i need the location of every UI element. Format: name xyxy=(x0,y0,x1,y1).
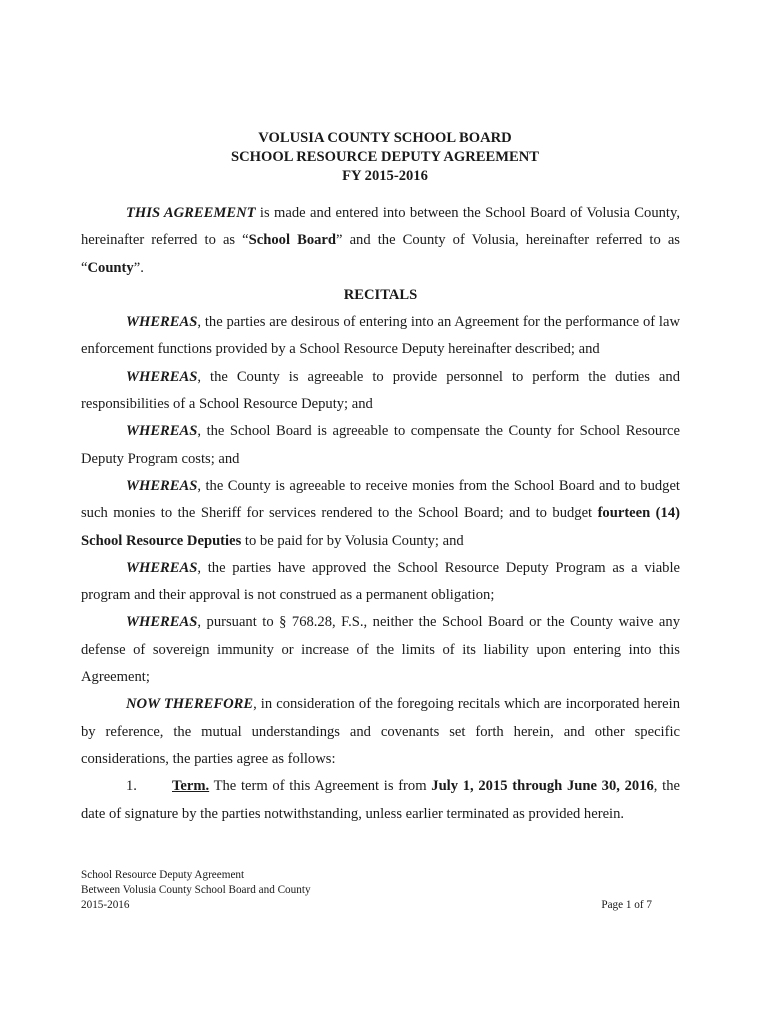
emphasis-text: Term. xyxy=(172,778,210,795)
text-run: ”. xyxy=(133,259,144,276)
clause-number: 1. xyxy=(126,778,137,795)
text-run: , the School Board is agreeable to compensate the County for School Resource Deputy Program costs; and xyxy=(81,423,680,467)
text-run: The term of this Agreement is from xyxy=(209,778,432,795)
emphasis-text: WHEREAS xyxy=(126,423,198,440)
text-run: , the parties are desirous of entering into an Agreement for the performance of law enforcement functions provided by a School Resource Deputy hereinafter described; and xyxy=(81,314,680,358)
text-run: , the County is agreeable to receive monies from the School Board and to budget such monies to the Sheriff for services rendered to the School Board; and to budget xyxy=(81,477,680,522)
paragraph xyxy=(81,555,680,610)
document-title xyxy=(0,129,770,186)
emphasis-text: WHEREAS xyxy=(126,559,198,576)
footer-line-1: School Resource Deputy Agreement xyxy=(81,869,245,881)
text-run: , the date of signature by the parties notwithstanding, unless earlier terminated as provided herein. xyxy=(81,778,680,822)
paragraph xyxy=(81,200,680,282)
emphasis-text: WHEREAS xyxy=(126,477,198,494)
emphasis-text: NOW THEREFORE xyxy=(126,696,254,713)
paragraph xyxy=(81,773,680,828)
paragraph xyxy=(81,609,680,691)
paragraph xyxy=(81,364,680,419)
title-line-1: VOLUSIA COUNTY SCHOOL BOARD xyxy=(258,130,512,146)
page-number: Page 1 of 7 xyxy=(601,899,652,911)
emphasis-text: WHEREAS xyxy=(126,614,198,631)
title-line-3: FY 2015-2016 xyxy=(342,168,428,184)
text-run: ” and the County of Volusia, hereinafter referred to as “ xyxy=(81,232,680,276)
text-run: , the County is agreeable to provide personnel to perform the duties and responsibilities of a School Resource Deputy; and xyxy=(81,368,680,413)
text-run: to be paid for by Volusia County; and xyxy=(241,532,464,549)
emphasis-text: WHEREAS xyxy=(126,368,198,385)
text-run: is made and entered into between the School Board of Volusia County, hereinafter referred to as “ xyxy=(81,205,680,249)
document-body xyxy=(81,200,680,828)
emphasis-text: July 1, 2015 through June 30, 2016 xyxy=(431,778,654,795)
page-footer xyxy=(81,868,311,914)
footer-line-2: Between Volusia County School Board and County xyxy=(81,884,311,897)
text-run: , in consideration of the foregoing recitals which are incorporated herein by reference, the mutual understandings and covenants set forth herein, and other specific considerations, the parties agree as follows: xyxy=(81,696,680,767)
emphasis-text: County xyxy=(87,259,134,276)
text-run: , the parties have approved the School Resource Deputy Program as a viable program and their approval is not construed as a permanent obligation; xyxy=(81,559,680,604)
paragraph xyxy=(81,691,680,773)
paragraph xyxy=(81,309,680,364)
emphasis-text: fourteen (14) School Resource Deputies xyxy=(81,505,680,549)
title-line-2: SCHOOL RESOURCE DEPUTY AGREEMENT xyxy=(230,149,539,165)
text-run: , pursuant to § 768.28, F.S., neither the School Board or the County waive any defense of sovereign immunity or increase of the limits of its liability upon entering into this Agreement; xyxy=(81,614,680,686)
emphasis-text: School Board xyxy=(248,232,337,249)
emphasis-text: THIS AGREEMENT xyxy=(126,205,256,221)
section-heading xyxy=(81,282,680,309)
paragraph xyxy=(81,418,680,473)
paragraph xyxy=(81,473,680,555)
text-run: RECITALS xyxy=(343,286,418,303)
emphasis-text: WHEREAS xyxy=(126,314,198,331)
footer-line-3: 2015-2016 xyxy=(81,899,130,912)
